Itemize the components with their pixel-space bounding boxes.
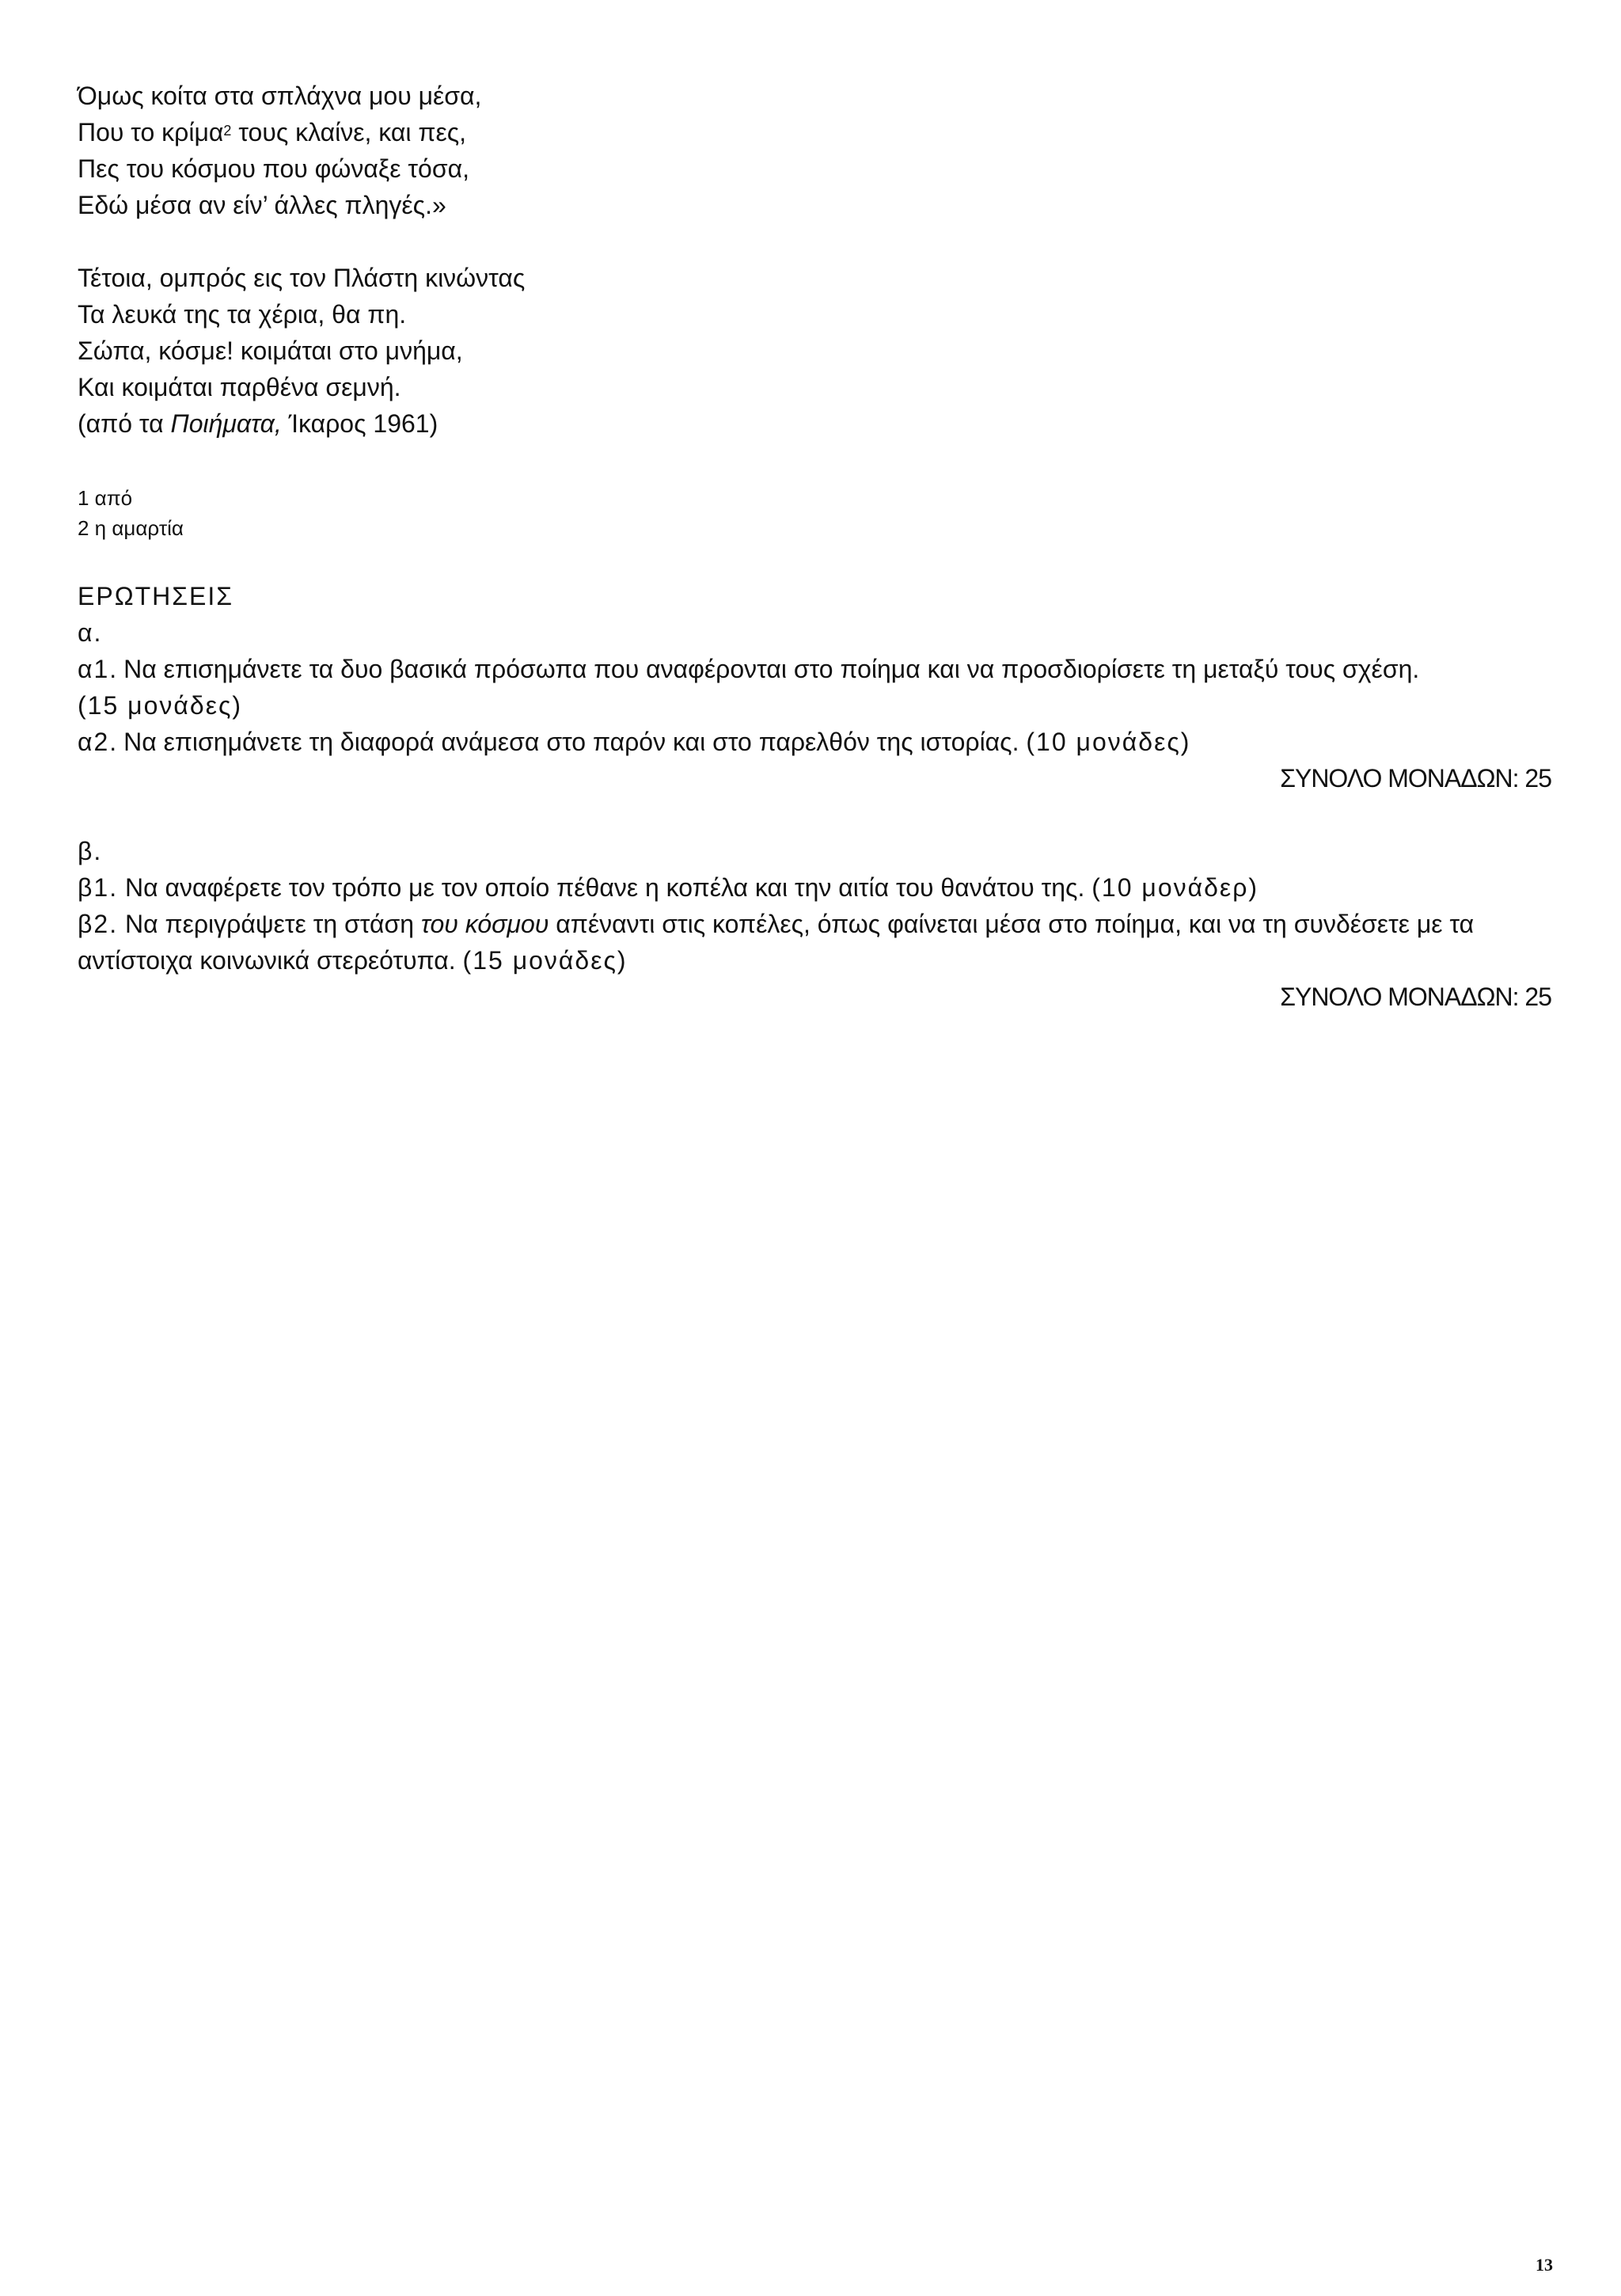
group-b-label: β. [78, 837, 103, 865]
poem-line-text: τους κλαίνε, και πες, [238, 118, 467, 146]
source-title: Ποιήματα, [170, 409, 282, 438]
poem-line: Εδώ μέσα αν είν’ άλλες πληγές.» [78, 191, 446, 219]
poem-line-text: Που το κρίμα [78, 118, 224, 146]
question-a2-number: α2 [78, 728, 110, 756]
poem-line: Τέτοια, ομπρός εις τον Πλάστη κινώντας [78, 264, 526, 292]
poem-line: Και κοιμάται παρθένα σεμνή. [78, 373, 401, 401]
question-b2 [78, 906, 1551, 979]
questions-heading: ΕΡΩΤΗΣΕΙΣ [78, 582, 234, 610]
question-a1-marks: (15 μονάδες) [78, 691, 243, 720]
poem [78, 78, 525, 442]
footnote-marker: 2 [223, 123, 232, 139]
page-number: 13 [1536, 2255, 1553, 2275]
poem-line: Πες του κόσμου που φώναξε τόσα, [78, 154, 469, 183]
question-b2-emphasis: του κόσμου [420, 910, 549, 938]
question-b2-text-end: απέναντι στις κοπέλες, όπως φαίνεται μέσα στο ποίημα, και να τη συνδέσετε με τα αντίστοιχα κοινωνικά στερεότυπα. [78, 910, 1475, 975]
poem-line: Όμως κοίτα στα σπλάχνα μου μέσα, [78, 82, 482, 110]
question-b2-marks: (15 μονάδες) [462, 946, 628, 975]
poem-line: Τα λευκά της τα χέρια, θα πη. [78, 300, 407, 329]
question-a2-text: . Να επισημάνετε τη διαφορά ανάμεσα στο παρόν και στο παρελθόν της ιστορίας. [109, 728, 1019, 756]
question-b1-marks: (10 μονάδερ) [1091, 873, 1259, 902]
question-a1-text: . Να επισημάνετε τα δυο βασικά πρόσωπα που αναφέρονται στο ποίημα και να προσδιορίσετε τη μεταξύ τους σχέση. [109, 655, 1420, 683]
question-b2-number: β2. [78, 910, 119, 938]
question-b1 [78, 869, 1551, 906]
poem-stanza-1 [78, 78, 525, 223]
question-b1-text: Να αναφέρετε τον τρόπο με τον οποίο πέθανε η κοπέλα και την αιτία του θανάτου της. [118, 873, 1085, 902]
source-prefix: (από τα [78, 409, 171, 438]
group-a-label: α. [78, 618, 103, 647]
question-b1-number: β1. [78, 873, 119, 902]
question-b2-text: Να περιγράψετε τη στάση [118, 910, 421, 938]
source-suffix: Ίκαρος 1961) [281, 409, 438, 438]
question-a1 [78, 651, 1551, 724]
question-a2-marks: (10 μονάδες) [1026, 728, 1191, 756]
poem-stanza-2 [78, 260, 525, 442]
section-gap [78, 796, 1551, 833]
poem-line: Σώπα, κόσμε! κοιμάται στο μνήμα, [78, 336, 463, 365]
question-a1-number: α1 [78, 655, 110, 683]
footnote-2: 2 η αμαρτία [78, 516, 184, 540]
questions-section [78, 578, 1551, 1015]
group-b-total: ΣΥΝΟΛΟ ΜΟΝΑΔΩΝ: 25 [1280, 983, 1551, 1011]
footnote-1: 1 από [78, 486, 133, 510]
footnotes [78, 483, 184, 543]
group-a-total: ΣΥΝΟΛΟ ΜΟΝΑΔΩΝ: 25 [1280, 764, 1551, 793]
poem-source [78, 405, 525, 442]
question-a2 [78, 724, 1551, 760]
poem-line [78, 114, 525, 150]
